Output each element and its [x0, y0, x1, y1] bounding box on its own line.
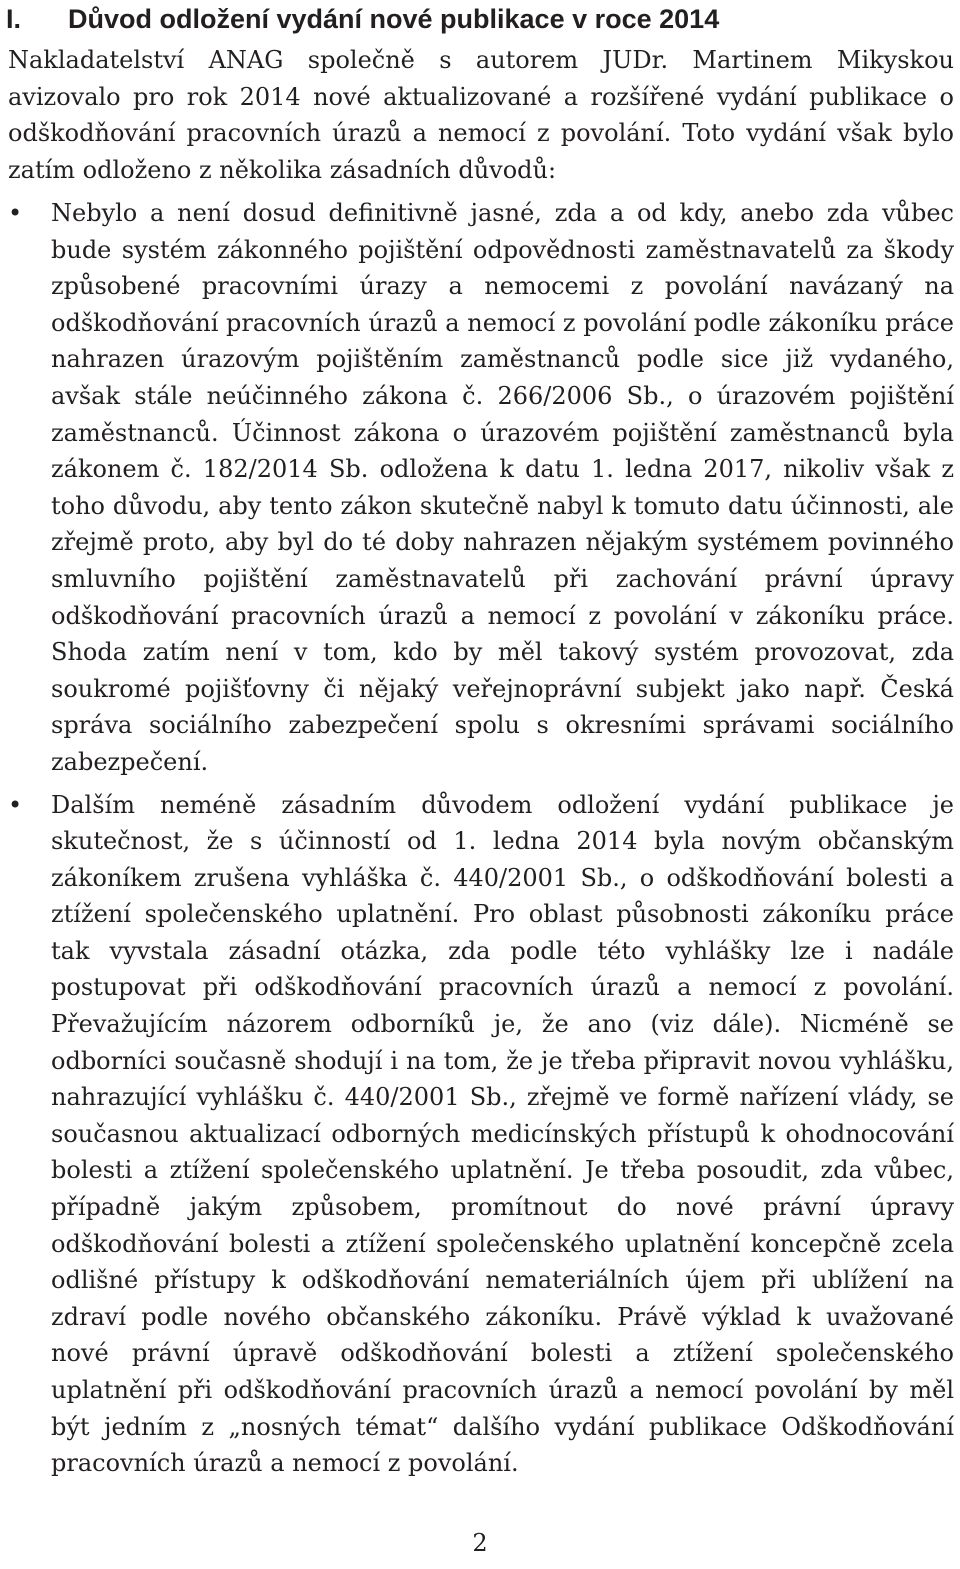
page-number: 2 — [472, 1529, 488, 1557]
list-item — [8, 195, 954, 781]
section-heading — [6, 2, 719, 36]
bullet-icon: • — [8, 199, 23, 227]
list-item — [8, 787, 954, 1482]
section-number: I. — [6, 4, 22, 34]
bullet-list — [8, 195, 954, 1488]
bullet-icon: • — [8, 790, 23, 819]
list-item-text: Dalším neméně zásadním důvodem odložení vydání publikace je skutečnost, že s účinností od 1. ledna 2014 byla novým občanským zákoníkem zrušena vyhláška č. 440/2001 Sb., o odškodňování bolesti a ztížení společenského uplatnění. Pro oblast působnosti zákoníku práce tak vyvstala zásadní otázka, zda podle této vyhlášky lze i nadále postupovat při odškodňování pracovních úrazů a nemocí z povolání. Převažujícím názorem odborníků je, že ano (viz dále). Nicméně se odborníci současně shodují i na tom, že je třeba připravit novou vyhlášku, nahrazující vyhlášku č. 440/2001 Sb., zřejmě ve formě nařízení vlády, se současnou aktualizací odborných medicínských přístupů k ohodnocování bolesti a ztížení společenského uplatnění. Je třeba posoudit, zda vůbec, případně jakým způsobem, promítnout do nové právní úpravy odškodňování bolesti a ztížení společenského uplatnění koncepčně zcela odlišné přístupy k odškodňování nemateriálních újem při ublížení na zdraví podle nového občanského zákoníku. Právě výklad k uvažované nové právní úpravě odškodňování bolesti a ztížení společenského uplatnění při odškodňování pracovních úrazů a nemocí povolání by měl být jedním z „nosných témat“ dalšího vydání publikace Odškodňování pracovních úrazů a nemocí z povolání. — [51, 790, 954, 1478]
section-title: Důvod odložení vydání nové publikace v roce 2014 — [68, 4, 720, 34]
list-item-text: Nebylo a není dosud definitivně jasné, zda a od kdy, anebo zda vůbec bude systém zákonného pojištění odpovědnosti zaměstnavatelů za škody způsobené pracovními úrazy a nemocemi z povolání navázaný na odškodňování pracovních úrazů a nemocí z povolání podle zákoníku práce nahrazen úrazovým pojištěním zaměstnanců podle sice již vydaného, avšak stále neúčinného zákona č. 266/2006 Sb., o úrazovém pojištění zaměstnanců. Účinnost zákona o úrazovém pojištění zaměstnanců byla zákonem č. 182/2014 Sb. odložena k datu 1. ledna 2017, nikoliv však z toho důvodu, aby tento zákon skutečně nabyl k tomuto datu účinnosti, ale zřejmě proto, aby byl do té doby nahrazen nějakým systémem povinného smluvního pojištění zaměstnavatelů při zachování právní úpravy odškodňování pracovních úrazů a nemocí z povolání v zákoníku práce. Shoda zatím není v tom, kdo by měl takový systém provozovat, zda soukromé pojišťovny či nějaký veřejnoprávní subjekt jako např. Česká správa sociálního zabezpečení spolu s okresními správami sociálního zabezpečení. — [51, 199, 954, 776]
intro-paragraph: Nakladatelství ANAG společně s autorem JUDr. Martinem Mikyskou avizovalo pro rok 2014 nové aktualizované a rozšířené vydání publikace o odškodňování pracovních úrazů a nemocí z povolání. Toto vydání však bylo zatím odloženo z několika zásadních důvodů: — [8, 46, 954, 184]
